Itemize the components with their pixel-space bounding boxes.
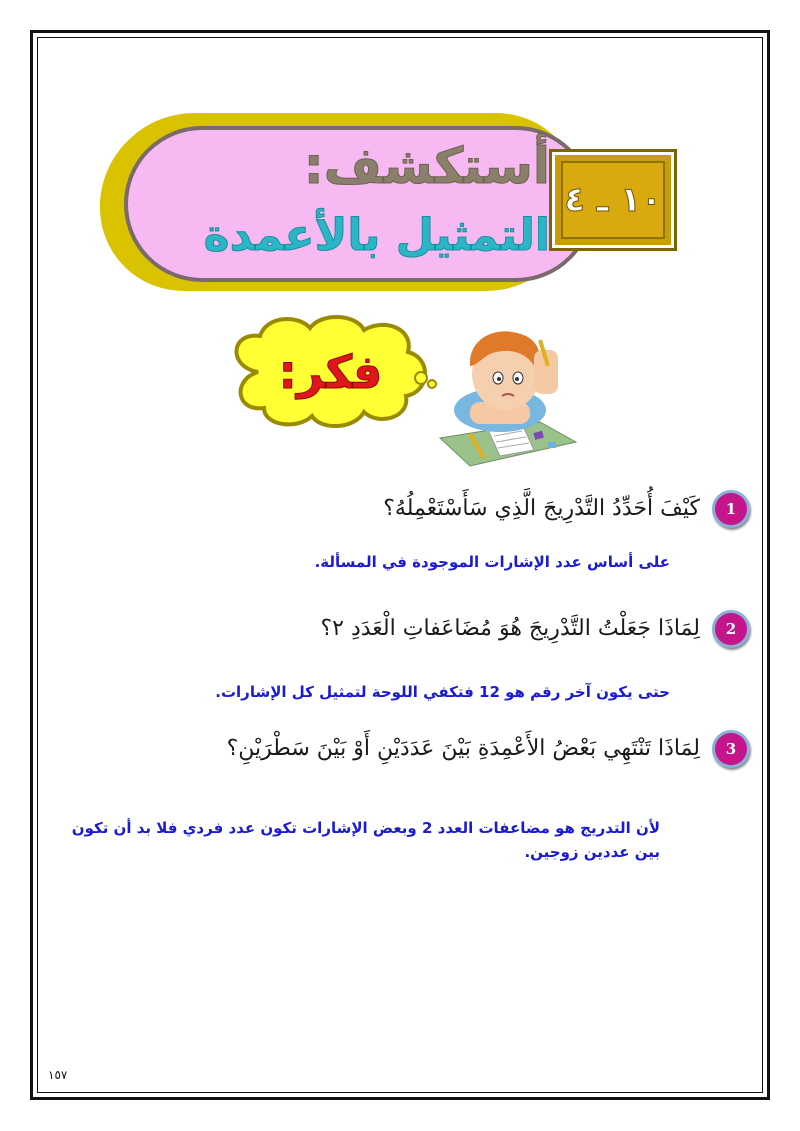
answer-3-line-1: لأن التدريج هو مضاعفات العدد 2 وبعض الإشارات تكون عدد فردي فلا بد أن تكون — [71, 819, 660, 837]
question-number-badge: 3 — [712, 730, 750, 768]
question-3 — [90, 728, 750, 774]
question-text: لِمَاذَا تَنْتَهِي بَعْضُ الأَعْمِدَةِ بَيْنَ عَدَدَيْنِ أَوْ بَيْنَ سَطْرَيْنِ؟ — [226, 736, 700, 761]
thinking-boy-illustration — [430, 310, 580, 470]
question-number-badge: 1 — [712, 490, 750, 528]
question-1 — [90, 488, 750, 534]
answer-1: على أساس عدد الإشارات الموجودة في المسألة. — [314, 553, 670, 571]
question-number-badge: 2 — [712, 610, 750, 648]
lesson-number: ١٠ ـ ٤ — [564, 180, 662, 220]
lesson-number-badge — [552, 152, 674, 248]
page-number: ١٥٧ — [48, 1068, 68, 1082]
title-bar-graph: التمثيل بالأعمدة — [203, 210, 550, 261]
answer-3-line-2: بين عددين زوجين. — [524, 843, 660, 861]
question-2 — [90, 608, 750, 654]
question-text: لِمَاذَا جَعَلْتُ التَّدْرِيجَ هُوَ مُضَاعَفاتِ الْعَدَدِ ٢؟ — [320, 616, 700, 641]
think-label: فكر: — [278, 345, 383, 399]
title-explore: أستكشف: — [303, 137, 550, 195]
answer-2: حتى يكون آخر رقم هو 12 فتكفي اللوحة لتمثيل كل الإشارات. — [215, 683, 670, 701]
question-text: كَيْفَ أُحَدِّدُ التَّدْرِيجَ الَّذِي سَأَسْتَعْمِلُهُ؟ — [383, 496, 700, 521]
